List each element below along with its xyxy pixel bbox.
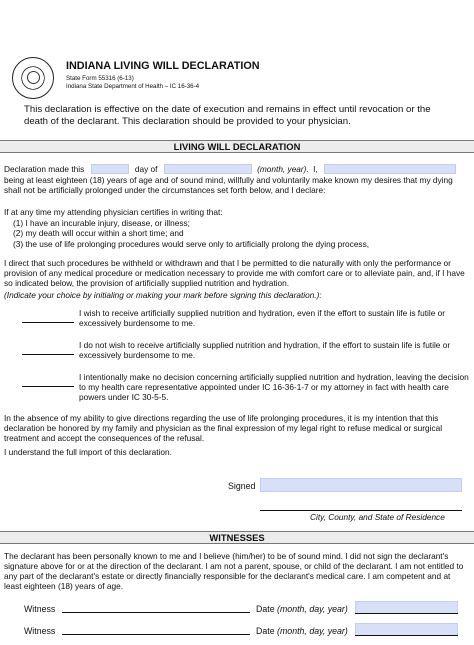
conditions-lead: If at any time my attending physician certifies in writing that: xyxy=(4,207,223,217)
absence-paragraph: In the absence of my ability to give directions regarding the use of life prolonging procedures, it is my intention that this declaration be honored by my family and physician as the final expression of my legal right to refuse medical or surgical treatment and accept the consequences of the refusal. xyxy=(4,413,443,444)
witness-1-date-label: Date (month, day, year) xyxy=(256,604,348,614)
choice-no-decision-text: I intentionally make no decision concerning artificially supplied nutrition and hydration, leaving the decision to my health care representative appointed under IC 16-36-1-7 or my attorney in fact with health care powers under IC 30-5-5. xyxy=(79,372,469,403)
witness-1-label: Witness xyxy=(24,604,56,614)
understand-statement: I understand the full import of this declaration. xyxy=(4,447,172,457)
residence-line[interactable] xyxy=(260,510,462,511)
day-field[interactable] xyxy=(91,164,129,174)
declarant-name-field[interactable] xyxy=(324,164,456,174)
intro-paragraph: This declaration is effective on the date of execution and remains in effect until revocation or the death of the declarant. This declaration should be provided to your physician. xyxy=(24,104,431,127)
witness-1-date-line xyxy=(355,613,458,614)
month-year-hint: (month, year). xyxy=(257,164,309,174)
day-of-label: day of xyxy=(134,164,158,174)
witness-2-signature-line[interactable] xyxy=(62,634,250,635)
form-number: State Form 55316 (6-13) xyxy=(66,75,134,82)
month-year-field[interactable] xyxy=(164,164,252,174)
witness-2-date-label: Date (month, day, year) xyxy=(256,626,348,636)
witness-2-date-line xyxy=(355,635,458,636)
department-line: Indiana State Department of Health – IC 16-36-4 xyxy=(66,83,200,90)
witness-1-signature-line[interactable] xyxy=(62,612,250,613)
choice-not-receive-text: I do not wish to receive artificially supplied nutrition and hydration, if the effort to sustain life is futile or excessively burdensome to me. xyxy=(79,340,451,361)
state-seal-icon xyxy=(12,57,54,99)
direct-paragraph: I direct that such procedures be withheld or withdrawn and that I be permitted to die naturally with only the performance or provision of any medical procedure or medication necessary to provide me with comfort care or to alleviate pain, and, if I have so indicated below, the provision of artificially supplied nutrition and hydration. xyxy=(4,258,465,289)
witness-row-1 xyxy=(24,601,464,615)
residence-caption: City, County, and State of Residence xyxy=(310,512,445,522)
choice-receive-initials-line[interactable] xyxy=(22,314,74,323)
form-header xyxy=(8,54,466,98)
choice-not-receive-initials-line[interactable] xyxy=(22,346,74,355)
declaration-line xyxy=(4,164,470,174)
witness-row-2 xyxy=(24,623,464,637)
section-witnesses-title: WITNESSES xyxy=(0,531,474,544)
declaration-body: being at least eighteen (18) years of age and of sound mind, willfully and voluntarily make known my desires that my dying shall not be artificially prolonged under the circumstances set forth below, and I declare: xyxy=(4,175,453,196)
i-label: I, xyxy=(313,164,318,174)
witness-statement: The declarant has been personally known to me and I believe (him/her) to be of sound mind. I did not sign the declarant's signature above for or at the direction of the declarant. I am not a parent, spouse, or child of the declarant. I am not entitled to any part of the declarant's estate or directly financially responsible for the declarant's medical care. I am competent and at least eighteen (18) years of age. xyxy=(4,551,464,592)
condition-2: (2) my death will occur within a short time; and xyxy=(13,228,184,238)
signed-label: Signed xyxy=(228,481,256,491)
signature-field[interactable] xyxy=(260,478,462,492)
declaration-made-label: Declaration made this xyxy=(4,164,85,174)
condition-1: (1) I have an incurable injury, disease, or illness; xyxy=(13,218,190,228)
choice-receive-text: I wish to receive artificially supplied nutrition and hydration, even if the effort to sustain life is futile or excessively burdensome to me. xyxy=(79,308,446,329)
indicate-choice-instruction: (Indicate your choice by initialing or making your mark before signing this declaration.): xyxy=(4,290,322,300)
section-living-will-title: LIVING WILL DECLARATION xyxy=(0,140,474,153)
witness-2-label: Witness xyxy=(24,626,56,636)
choice-no-decision-initials-line[interactable] xyxy=(22,378,74,387)
condition-3: (3) the use of life prolonging procedures would serve only to artificially prolong the dying process, xyxy=(13,239,370,249)
form-title: INDIANA LIVING WILL DECLARATION xyxy=(66,60,260,72)
